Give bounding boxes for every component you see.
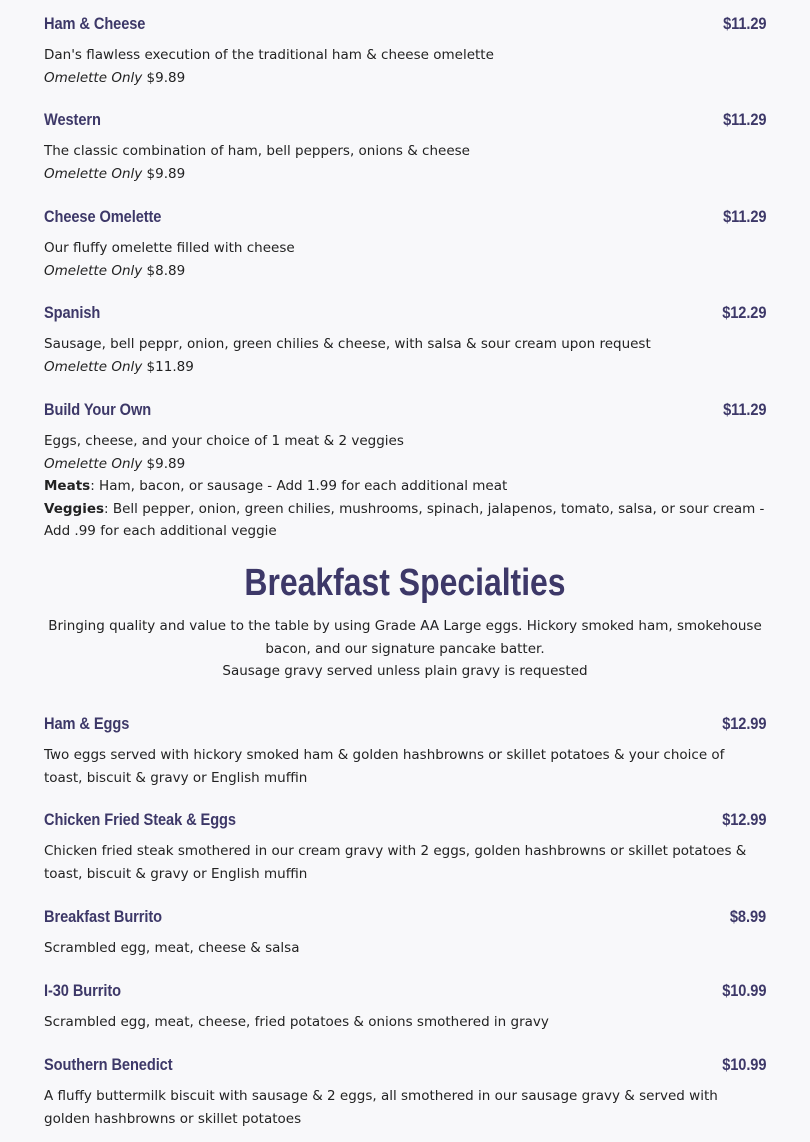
item-description: Our fluffy omelette filled with cheese — [44, 240, 295, 256]
item-name: Cheese Omelette — [44, 207, 162, 226]
omelette-only-line — [44, 453, 766, 476]
omelette-only-line — [44, 260, 766, 283]
omelette-only-price: $9.89 — [146, 165, 186, 182]
veggies-label: Veggies — [44, 500, 105, 517]
item-name: I-30 Burrito — [44, 981, 121, 1000]
omelette-only-label: Omelette Only — [44, 358, 143, 375]
section-intro-line: Bringing quality and value to the table by using Grade AA Large eggs. Hickory smoked ham, smokehouse bacon, and our signature pancake batter. — [48, 618, 762, 657]
item-name: Spanish — [44, 303, 101, 322]
menu-item-build-your-own — [44, 400, 766, 543]
omelette-only-price: $9.89 — [146, 69, 186, 86]
menu-item-western — [44, 110, 766, 185]
omelette-only-price: $8.89 — [146, 262, 186, 279]
item-description: Scrambled egg, meat, cheese & salsa — [44, 940, 300, 956]
item-description: Scrambled egg, meat, cheese, fried potatoes & onions smothered in gravy — [44, 1014, 549, 1030]
item-price: $8.99 — [729, 907, 766, 926]
item-name: Build Your Own — [44, 400, 152, 419]
menu-item-ham-cheese — [44, 14, 766, 89]
item-price: $11.29 — [722, 400, 766, 419]
section-intro-line: Sausage gravy served unless plain gravy is requested — [222, 663, 588, 679]
item-price: $12.99 — [721, 810, 766, 829]
omelette-only-line — [44, 67, 766, 90]
item-description: Chicken fried steak smothered in our cream gravy with 2 eggs, golden hashbrowns or skillet potatoes & toast, biscuit & gravy or English muffin — [44, 843, 747, 882]
omelette-only-price: $11.89 — [146, 358, 194, 375]
menu-item-southern-benedict — [44, 1055, 766, 1130]
item-description: Two eggs served with hickory smoked ham & golden hashbrowns or skillet potatoes & your choice of toast, biscuit & gravy or English muffin — [44, 747, 725, 786]
section-intro — [40, 615, 770, 683]
item-description: A fluffy buttermilk biscuit with sausage & 2 eggs, all smothered in our sausage gravy & served with golden hashbrowns or skillet potatoes — [44, 1088, 718, 1127]
veggies-text: : Bell pepper, onion, green chilies, mushrooms, spinach, jalapenos, tomato, salsa, or sour cream - Add .99 for each additional veggie — [44, 500, 765, 539]
omelette-only-label: Omelette Only — [44, 262, 143, 279]
menu-item-cheese-omelette — [44, 207, 766, 282]
omelette-only-label: Omelette Only — [44, 455, 143, 472]
omelette-only-label: Omelette Only — [44, 165, 143, 182]
breakfast-specialties-section — [40, 562, 770, 683]
item-price: $10.99 — [721, 981, 766, 1000]
item-description: Eggs, cheese, and your choice of 1 meat & 2 veggies — [44, 433, 404, 449]
item-description: Dan's flawless execution of the traditional ham & cheese omelette — [44, 47, 494, 63]
item-price: $12.29 — [721, 303, 766, 322]
item-name: Western — [44, 110, 101, 129]
omelette-only-line — [44, 163, 766, 186]
item-price: $10.99 — [721, 1055, 766, 1074]
menu-item-spanish — [44, 303, 766, 378]
meats-text: : Ham, bacon, or sausage - Add 1.99 for each additional meat — [90, 478, 508, 494]
meats-line — [44, 475, 766, 498]
omelette-only-price: $9.89 — [146, 455, 186, 472]
item-name: Breakfast Burrito — [44, 907, 162, 926]
menu-item-breakfast-burrito — [44, 907, 766, 960]
item-price: $11.29 — [722, 110, 766, 129]
item-name: Ham & Cheese — [44, 14, 146, 33]
menu-item-ham-eggs — [44, 714, 766, 789]
menu-item-i30-burrito — [44, 981, 766, 1034]
item-description: Sausage, bell peppr, onion, green chilies & cheese, with salsa & sour cream upon request — [44, 336, 651, 352]
omelette-only-label: Omelette Only — [44, 69, 143, 86]
item-price: $11.29 — [722, 14, 766, 33]
section-title: Breakfast Specialties — [244, 562, 566, 604]
item-price: $11.29 — [722, 207, 766, 226]
veggies-line — [44, 498, 766, 543]
item-description: The classic combination of ham, bell peppers, onions & cheese — [44, 143, 470, 159]
item-name: Chicken Fried Steak & Eggs — [44, 810, 236, 829]
item-price: $12.99 — [721, 714, 766, 733]
item-name: Ham & Eggs — [44, 714, 130, 733]
menu-item-chicken-fried-steak — [44, 810, 766, 885]
meats-label: Meats — [44, 478, 91, 494]
item-name: Southern Benedict — [44, 1055, 173, 1074]
omelette-only-line — [44, 356, 766, 379]
